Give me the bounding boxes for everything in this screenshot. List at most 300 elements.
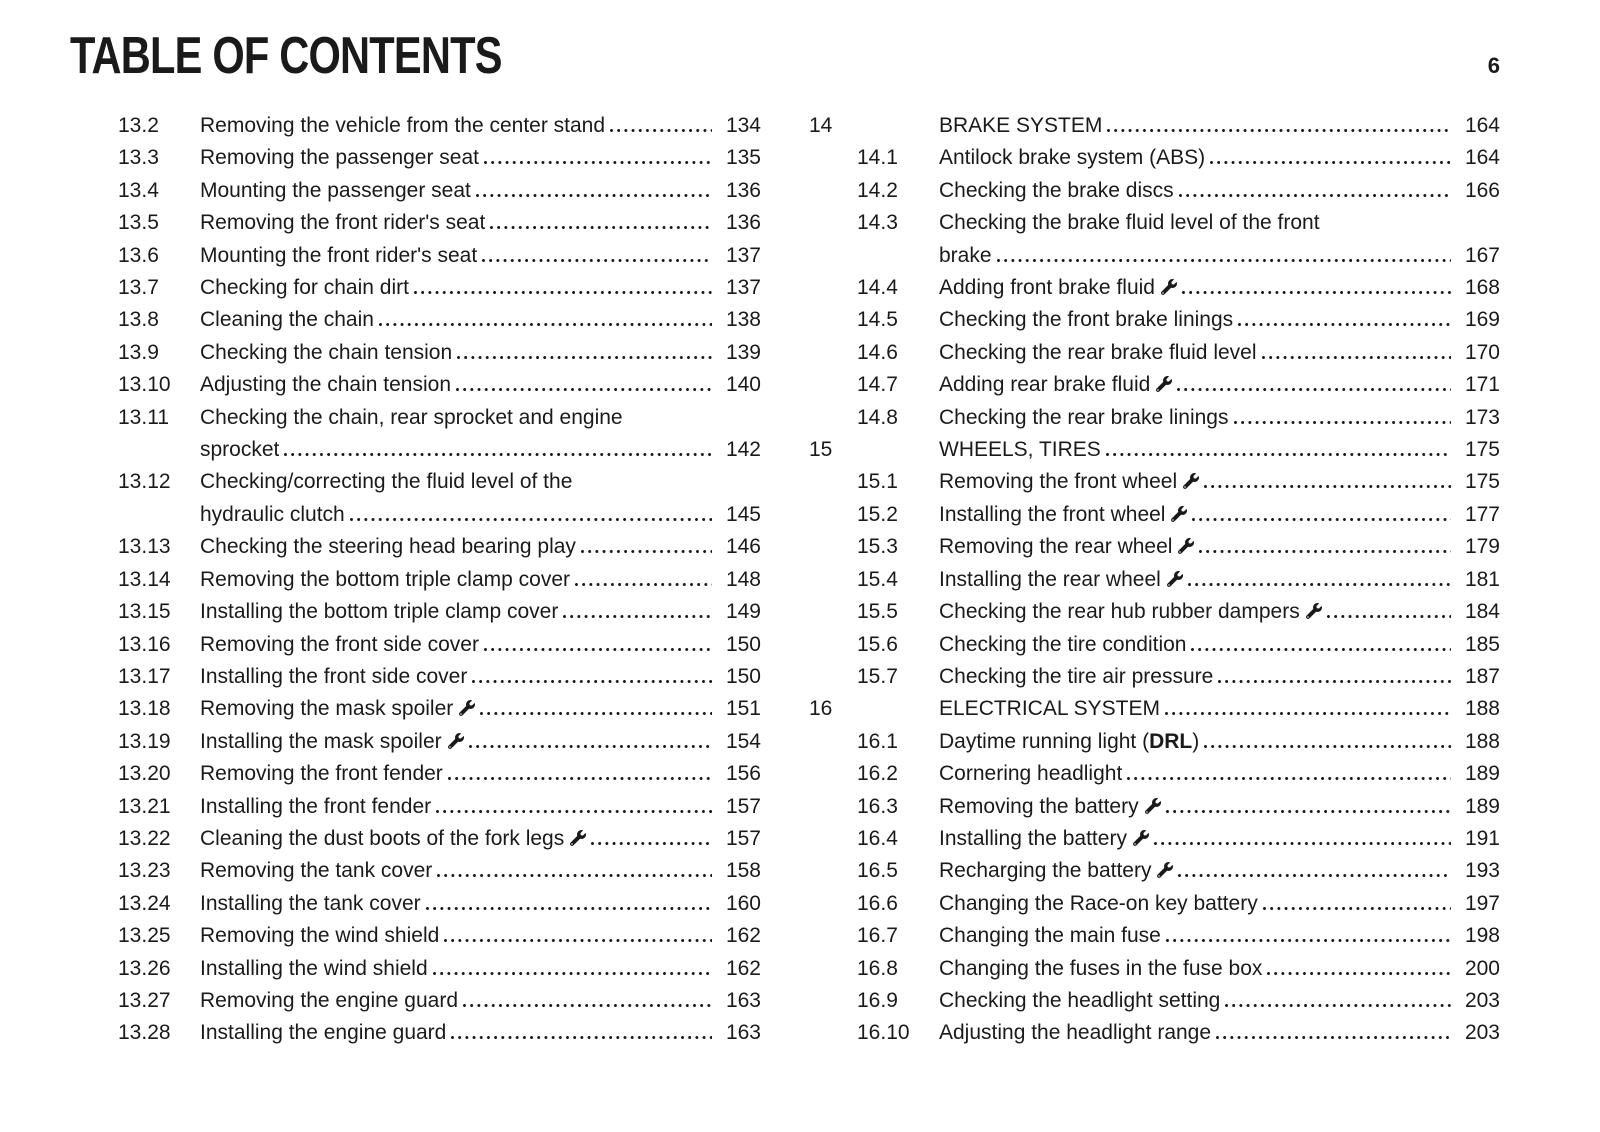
wrench-icon	[1178, 531, 1194, 563]
dot-leader	[444, 939, 712, 942]
dot-leader	[457, 356, 712, 359]
entry-title	[939, 726, 1199, 758]
entry-number: 16.1	[857, 729, 898, 753]
dot-leader	[1165, 712, 1451, 715]
entry-number: 14.4	[857, 276, 898, 300]
dot-leader	[1166, 810, 1451, 813]
toc-entry	[70, 175, 761, 207]
entry-page: 151	[725, 697, 761, 721]
entry-title-text: Installing the wind shield	[200, 956, 428, 980]
entry-title-text: Checking the headlight setting	[939, 988, 1221, 1012]
entry-number: 13.24	[118, 891, 171, 915]
wrench-icon	[1167, 564, 1183, 596]
entry-title-text: Cleaning the dust boots of the fork legs	[200, 826, 565, 850]
toc-entry	[70, 272, 761, 304]
entry-title	[200, 726, 464, 758]
entry-page: 163	[725, 988, 761, 1012]
dot-leader	[456, 388, 712, 391]
toc-entry	[70, 953, 761, 985]
entry-page: 149	[725, 600, 761, 624]
dot-leader	[437, 874, 712, 877]
entry-number: 13.7	[118, 276, 159, 300]
entry-title	[939, 175, 1174, 207]
toc-entry	[809, 1017, 1500, 1049]
toc-entry	[70, 823, 761, 855]
entry-title-text: Adding rear brake fluid	[939, 373, 1151, 397]
entry-title-text: Checking the brake fluid level of the front	[939, 211, 1320, 235]
toc-entry	[70, 758, 761, 790]
entry-page: 146	[725, 535, 761, 559]
toc-entry	[809, 337, 1500, 369]
entry-title-text: Cleaning the chain	[200, 308, 374, 332]
toc-entry	[70, 531, 761, 563]
entry-page: 139	[725, 340, 761, 364]
toc-entry	[70, 564, 761, 596]
entry-number: 13.9	[118, 340, 159, 364]
dot-leader	[1225, 1004, 1451, 1007]
entry-title-text: Removing the battery	[939, 794, 1139, 818]
entry-title-text: Checking the tire air pressure	[939, 664, 1214, 688]
toc-entry	[70, 693, 761, 725]
entry-number: 14.2	[857, 178, 898, 202]
entry-page: 134	[725, 114, 761, 137]
entry-number: 15.6	[857, 632, 898, 656]
toc-entry	[809, 629, 1500, 661]
entry-page: 168	[1464, 276, 1500, 300]
entry-title	[200, 240, 477, 272]
dot-leader	[1234, 421, 1452, 424]
page-title: TABLE OF CONTENTS	[70, 27, 502, 85]
entry-title-text: Checking the chain, rear sprocket and engine	[200, 405, 623, 429]
entry-page: 200	[1464, 956, 1500, 980]
toc-entry	[809, 888, 1500, 920]
dot-leader	[1179, 194, 1451, 197]
entry-title	[200, 466, 572, 498]
toc-entry	[70, 920, 761, 952]
dot-leader	[476, 194, 712, 197]
dot-leader	[563, 615, 712, 618]
entry-page: 170	[1464, 340, 1500, 364]
entry-number: 13.16	[118, 632, 171, 656]
entry-page: 181	[1464, 567, 1500, 591]
entry-title-text: Checking for chain dirt	[200, 276, 409, 300]
entry-title-text: Removing the front wheel	[939, 470, 1178, 494]
entry-number: 13.11	[118, 405, 169, 429]
entry-number: 13.15	[118, 600, 171, 624]
dot-leader	[1204, 485, 1451, 488]
toc-entry	[809, 953, 1500, 985]
entry-title-text: Checking the brake discs	[939, 178, 1174, 202]
entry-number: 13.2	[118, 114, 159, 137]
entry-page: 203	[1464, 1021, 1500, 1045]
wrench-icon	[1133, 823, 1149, 855]
entry-title-text: Removing the passenger seat	[200, 146, 479, 170]
entry-title-text: Removing the bottom triple clamp cover	[200, 567, 570, 591]
toc-entry	[70, 337, 761, 369]
entry-number: 13.25	[118, 924, 171, 948]
toc-entry	[809, 661, 1500, 693]
dot-leader	[1262, 356, 1451, 359]
entry-title-text: Cornering headlight	[939, 762, 1123, 786]
entry-title-text: Installing the tank cover	[200, 891, 421, 915]
entry-number: 13.28	[118, 1021, 171, 1045]
entry-number: 15.4	[857, 567, 898, 591]
entry-title	[939, 693, 1160, 725]
entry-number: 15.7	[857, 664, 898, 688]
toc-entry	[70, 661, 761, 693]
dot-leader	[414, 291, 712, 294]
entry-title	[200, 1017, 446, 1049]
toc-entry	[809, 175, 1500, 207]
dot-leader	[1238, 323, 1451, 326]
entry-page: 162	[725, 956, 761, 980]
entry-title	[200, 823, 586, 855]
entry-page: 164	[1464, 114, 1500, 137]
toc-entry	[809, 855, 1500, 887]
wrench-icon	[1171, 499, 1187, 531]
toc-entry	[809, 304, 1500, 336]
entry-page: 157	[725, 794, 761, 818]
entry-title-text: Checking the rear hub rubber dampers	[939, 600, 1300, 624]
toc-entry	[809, 142, 1500, 174]
entry-number: 16.7	[857, 924, 898, 948]
entry-number: 13.5	[118, 211, 159, 235]
entry-title	[939, 337, 1257, 369]
entry-title	[200, 855, 432, 887]
dot-leader	[1127, 777, 1451, 780]
entry-page: 136	[725, 211, 761, 235]
entry-page: 185	[1464, 632, 1500, 656]
dot-leader	[451, 1036, 712, 1039]
entry-page: 163	[725, 1021, 761, 1045]
entry-title	[200, 304, 374, 336]
entry-page: 160	[725, 891, 761, 915]
entry-title	[200, 402, 623, 434]
dot-leader	[1188, 583, 1451, 586]
entry-page: 162	[725, 924, 761, 948]
toc-entry	[809, 531, 1500, 563]
entry-title-text: brake	[939, 243, 992, 267]
entry-title-text: Removing the front fender	[200, 762, 443, 786]
entry-page: 154	[725, 729, 761, 753]
entry-title-text: BRAKE SYSTEM	[939, 114, 1103, 137]
entry-title	[939, 142, 1205, 174]
entry-title-text: Installing the bottom triple clamp cover	[200, 600, 559, 624]
entry-number: 13.26	[118, 956, 171, 980]
toc-entry	[809, 758, 1500, 790]
toc-entry	[70, 369, 761, 401]
toc-entry	[809, 564, 1500, 596]
entry-page: 193	[1464, 859, 1500, 883]
entry-title	[200, 564, 570, 596]
toc-entry	[70, 629, 761, 661]
entry-title-text: Adding front brake fluid	[939, 276, 1155, 300]
entry-title-text: Installing the mask spoiler	[200, 729, 442, 753]
entry-page: 156	[725, 762, 761, 786]
dot-leader	[472, 680, 712, 683]
wrench-icon	[1306, 596, 1322, 628]
toc-entry	[70, 304, 761, 336]
dot-leader	[610, 129, 712, 132]
entry-title	[939, 402, 1229, 434]
entry-page: 140	[725, 373, 761, 397]
entry-title-text: Removing the rear wheel	[939, 535, 1173, 559]
entry-number: 14.7	[857, 373, 898, 397]
entry-number: 14.5	[857, 308, 898, 332]
dot-leader	[1182, 291, 1451, 294]
entry-title	[200, 596, 558, 628]
dot-leader	[1106, 453, 1451, 456]
wrench-icon	[1161, 272, 1177, 304]
dot-leader	[433, 972, 712, 975]
toc-entry	[70, 434, 761, 466]
entry-title	[200, 175, 471, 207]
entry-title	[200, 337, 452, 369]
entry-number: 15.5	[857, 600, 898, 624]
entry-page: 145	[725, 502, 761, 526]
entry-title-text: hydraulic clutch	[200, 502, 345, 526]
toc-entry	[70, 855, 761, 887]
entry-title-text: Removing the vehicle from the center stand	[200, 114, 606, 137]
entry-title-text: Removing the mask spoiler	[200, 697, 454, 721]
entry-title	[200, 434, 279, 466]
entry-title	[939, 855, 1173, 887]
dot-leader	[1216, 1036, 1451, 1039]
dot-leader	[575, 583, 712, 586]
entry-page: 142	[725, 438, 761, 462]
entry-title-text: Installing the front side cover	[200, 664, 468, 688]
entry-title	[200, 369, 451, 401]
page-number: 6	[1487, 53, 1500, 78]
entry-title-text: Adjusting the headlight range	[939, 1021, 1212, 1045]
entry-title	[200, 791, 431, 823]
entry-page: 191	[1464, 826, 1500, 850]
entry-number: 13.6	[118, 243, 159, 267]
toc-entry	[70, 791, 761, 823]
entry-number: 16.4	[857, 826, 898, 850]
dot-leader	[284, 453, 712, 456]
toc-entry	[809, 434, 1500, 466]
entry-title-text: Changing the Race-on key battery	[939, 891, 1258, 915]
toc-entry	[70, 240, 761, 272]
toc-entry	[809, 240, 1500, 272]
entry-number: 15.1	[857, 470, 898, 494]
wrench-icon	[1183, 466, 1199, 498]
entry-title-text: Installing the front fender	[200, 794, 432, 818]
entry-title	[939, 369, 1172, 401]
entry-number: 14	[809, 114, 833, 137]
entry-title-text: WHEELS, TIRES	[939, 438, 1101, 462]
entry-number: 13.8	[118, 308, 159, 332]
dot-leader	[426, 907, 712, 910]
entry-number: 16.5	[857, 859, 898, 883]
entry-title	[939, 985, 1220, 1017]
entry-number: 14.3	[857, 211, 898, 235]
toc-entry	[809, 596, 1500, 628]
entry-number: 13.20	[118, 762, 171, 786]
entry-title-text: Checking the rear brake linings	[939, 405, 1229, 429]
entry-title-text: Adjusting the chain tension	[200, 373, 452, 397]
entry-title	[939, 953, 1262, 985]
dot-leader	[997, 259, 1451, 262]
dot-leader	[1327, 615, 1451, 618]
dot-leader	[490, 226, 712, 229]
entry-number: 13.23	[118, 859, 171, 883]
wrench-icon	[459, 693, 475, 725]
entry-title	[200, 499, 345, 531]
entry-title	[939, 240, 992, 272]
entry-title-text: Recharging the battery	[939, 859, 1152, 883]
toc-entry	[70, 402, 761, 434]
entry-title	[200, 888, 421, 920]
entry-title-text: Removing the engine guard	[200, 988, 459, 1012]
entry-number: 16.3	[857, 794, 898, 818]
entry-page: 197	[1464, 891, 1500, 915]
entry-title	[200, 953, 428, 985]
entry-title-text: Removing the front side cover	[200, 632, 479, 656]
toc-entry	[70, 110, 761, 142]
toc-entry	[70, 726, 761, 758]
dot-leader	[1210, 161, 1451, 164]
dot-leader	[1166, 939, 1451, 942]
entry-title-text: ELECTRICAL SYSTEM	[939, 697, 1160, 721]
dot-leader	[1199, 550, 1451, 553]
entry-title	[200, 693, 475, 725]
entry-page: 189	[1464, 794, 1500, 818]
entry-title	[200, 758, 443, 790]
entry-number: 16.9	[857, 988, 898, 1012]
entry-page: 169	[1464, 308, 1500, 332]
entry-page: 198	[1464, 924, 1500, 948]
dot-leader	[448, 777, 712, 780]
entry-page: 188	[1464, 697, 1500, 721]
entry-title	[939, 888, 1258, 920]
entry-number: 15	[809, 438, 833, 462]
entry-title	[939, 791, 1161, 823]
entry-title-text: Changing the main fuse	[939, 924, 1161, 948]
toc-entry	[809, 726, 1500, 758]
dot-leader	[436, 810, 712, 813]
entry-title	[200, 661, 467, 693]
entry-title-text: Checking the chain tension	[200, 340, 453, 364]
entry-title	[939, 661, 1213, 693]
entry-page: 203	[1464, 988, 1500, 1012]
entry-number: 13.17	[118, 664, 171, 688]
entry-title-text: Checking the tire condition	[939, 632, 1187, 656]
toc-column-left	[70, 110, 761, 1050]
dot-leader	[1191, 648, 1451, 651]
dot-leader	[1154, 842, 1451, 845]
entry-title	[200, 142, 479, 174]
dot-leader	[350, 518, 712, 521]
entry-title-text: Installing the engine guard	[200, 1021, 447, 1045]
entry-number: 15.3	[857, 535, 898, 559]
entry-title-text: Daytime running light (DRL)	[939, 729, 1200, 753]
entry-number: 14.6	[857, 340, 898, 364]
entry-page: 164	[1464, 146, 1500, 170]
entry-page: 166	[1464, 178, 1500, 202]
entry-page: 135	[725, 146, 761, 170]
entry-title	[939, 466, 1199, 498]
entry-title	[939, 564, 1183, 596]
entry-title-text: Removing the front rider's seat	[200, 211, 486, 235]
entry-title-text: Removing the tank cover	[200, 859, 433, 883]
entry-number: 16.2	[857, 762, 898, 786]
entry-title	[939, 272, 1177, 304]
dot-leader	[1204, 745, 1451, 748]
entry-title	[939, 434, 1101, 466]
entry-page: 175	[1464, 470, 1500, 494]
dot-leader	[1107, 129, 1451, 132]
entry-number: 16	[809, 697, 833, 721]
entry-title	[939, 758, 1122, 790]
entry-title-text: Checking the steering head bearing play	[200, 535, 576, 559]
entry-number: 16.10	[857, 1021, 910, 1045]
entry-page: 173	[1464, 405, 1500, 429]
toc-entry	[809, 499, 1500, 531]
entry-number: 13.12	[118, 470, 171, 494]
entry-title	[200, 207, 485, 239]
dot-leader	[1267, 972, 1451, 975]
entry-title	[200, 110, 605, 142]
entry-title	[939, 531, 1194, 563]
toc-entry	[70, 499, 761, 531]
wrench-icon	[570, 823, 586, 855]
wrench-icon	[448, 726, 464, 758]
entry-page: 157	[725, 826, 761, 850]
toc-entry	[70, 466, 761, 498]
entry-title	[939, 110, 1102, 142]
entry-title	[939, 1017, 1211, 1049]
entry-number: 13.14	[118, 567, 171, 591]
toc-entry	[70, 985, 761, 1017]
entry-title	[939, 207, 1320, 239]
entry-number: 16.8	[857, 956, 898, 980]
entry-page: 136	[725, 178, 761, 202]
entry-title	[939, 823, 1149, 855]
entry-page: 167	[1464, 243, 1500, 267]
entry-title-text: Removing the wind shield	[200, 924, 440, 948]
entry-title-text: sprocket	[200, 438, 280, 462]
dot-leader	[1177, 388, 1451, 391]
table-of-contents	[70, 110, 1500, 1050]
toc-entry	[809, 823, 1500, 855]
toc-entry	[809, 402, 1500, 434]
page-header	[70, 26, 1500, 86]
entry-title	[200, 272, 409, 304]
entry-number: 14.8	[857, 405, 898, 429]
entry-page: 187	[1464, 664, 1500, 688]
entry-number: 13.4	[118, 178, 159, 202]
entry-title-text: Changing the fuses in the fuse box	[939, 956, 1263, 980]
toc-entry	[809, 985, 1500, 1017]
entry-number: 13.19	[118, 729, 171, 753]
entry-number: 13.10	[118, 373, 171, 397]
entry-title-text: Checking the front brake linings	[939, 308, 1234, 332]
toc-column-right	[809, 110, 1500, 1050]
entry-number: 16.6	[857, 891, 898, 915]
toc-entry	[70, 1017, 761, 1049]
dot-leader	[591, 842, 712, 845]
entry-page: 138	[725, 308, 761, 332]
entry-page: 179	[1464, 535, 1500, 559]
dot-leader	[480, 712, 712, 715]
entry-title	[939, 920, 1161, 952]
entry-page: 158	[725, 859, 761, 883]
toc-entry	[809, 272, 1500, 304]
dot-leader	[484, 161, 712, 164]
dot-leader	[482, 259, 712, 262]
